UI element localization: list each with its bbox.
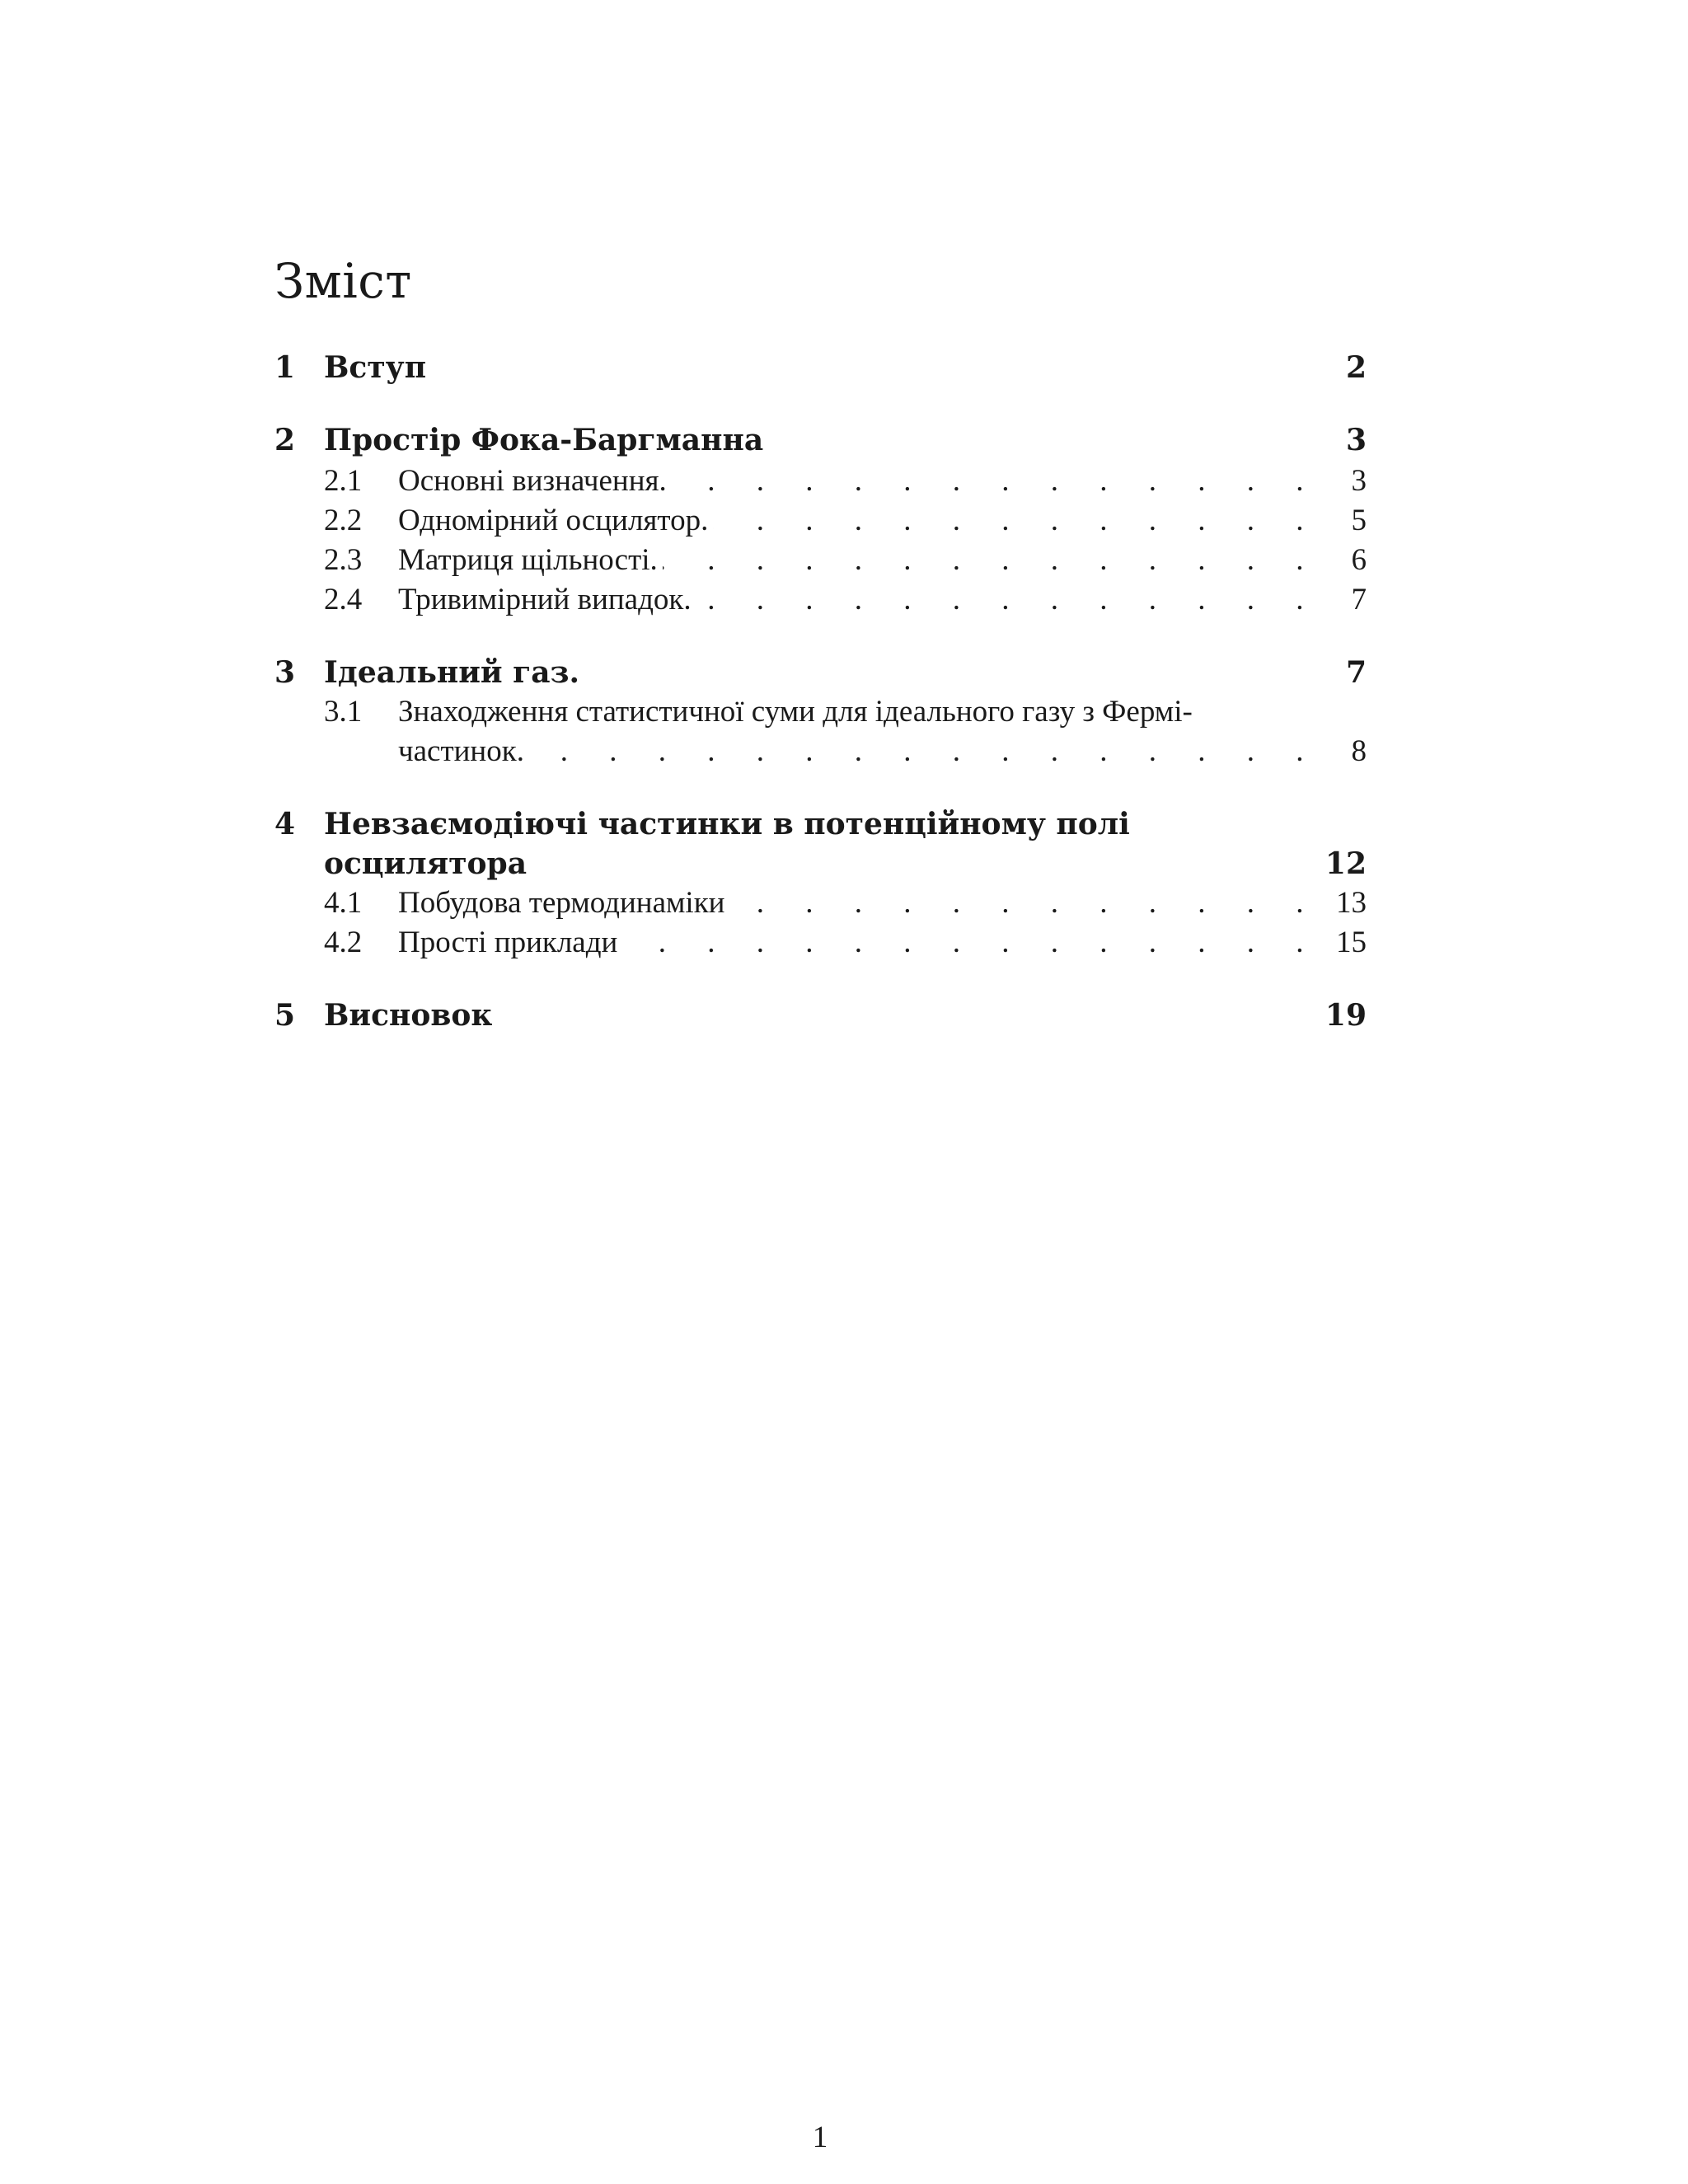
section-page: 3 xyxy=(1345,423,1367,457)
toc-subsection-4-1[interactable] xyxy=(274,883,1367,923)
toc-section-5[interactable] xyxy=(274,996,1367,1035)
toc-section-1[interactable] xyxy=(274,348,1367,387)
toc-subsection-3-1-line2[interactable] xyxy=(274,732,1367,771)
section-title: Ідеальний газ. xyxy=(324,655,580,690)
toc-title: Зміст xyxy=(274,253,412,309)
section-page: 7 xyxy=(1345,655,1367,690)
toc-subsection-2-1[interactable] xyxy=(274,462,1367,501)
dot-leader xyxy=(398,732,1320,771)
subsection-title: Матриця щільності. xyxy=(398,541,663,580)
toc-subsection-2-4[interactable] xyxy=(274,580,1367,620)
subsection-title: Тривимірний випадок. xyxy=(398,580,696,620)
toc-subsection-2-3[interactable] xyxy=(274,541,1367,580)
subsection-title: Побудова термодинаміки xyxy=(398,883,730,923)
section-page: 19 xyxy=(1325,998,1367,1033)
subsection-page: 5 xyxy=(1340,501,1367,541)
subsection-title: Прості приклади xyxy=(398,923,622,963)
subsection-page: 7 xyxy=(1340,580,1367,620)
subsection-title: Одномірний осцилятор. xyxy=(398,501,713,541)
section-title-line1: Невзаємодіючі частинки в потенційному полі xyxy=(324,807,1130,841)
page-number: 1 xyxy=(812,2121,828,2154)
section-page: 12 xyxy=(1325,846,1367,881)
subsection-number: 2.4 xyxy=(324,583,363,616)
subsection-page: 6 xyxy=(1340,541,1367,580)
toc-subsection-3-1-line1[interactable] xyxy=(274,692,1367,732)
subsection-page: 15 xyxy=(1325,923,1367,963)
section-number: 2 xyxy=(274,423,296,457)
subsection-page: 3 xyxy=(1340,462,1367,501)
section-title: Висновок xyxy=(324,998,493,1033)
subsection-number: 2.3 xyxy=(324,543,363,577)
subsection-page: 8 xyxy=(1340,732,1367,771)
subsection-number: 4.2 xyxy=(324,926,363,959)
section-title: Вступ xyxy=(324,350,427,385)
subsection-number: 2.2 xyxy=(324,504,363,537)
section-number: 1 xyxy=(274,350,296,385)
toc-section-4-line1[interactable] xyxy=(274,804,1367,844)
section-number: 3 xyxy=(274,655,296,690)
subsection-number: 2.1 xyxy=(324,464,363,498)
toc-section-2[interactable] xyxy=(274,420,1367,460)
subsection-title-line2: частинок. xyxy=(398,732,529,771)
subsection-title: Основні визначення. xyxy=(398,462,672,501)
toc-subsection-2-2[interactable] xyxy=(274,501,1367,541)
subsection-number: 3.1 xyxy=(324,695,363,729)
subsection-page: 13 xyxy=(1325,883,1367,923)
section-title-line2: осцилятора xyxy=(324,846,528,881)
section-page: 2 xyxy=(1345,350,1367,385)
section-number: 4 xyxy=(274,807,296,841)
toc-subsection-4-2[interactable] xyxy=(274,923,1367,963)
subsection-number: 4.1 xyxy=(324,886,363,920)
section-title: Простір Фока-Баргманна xyxy=(324,423,764,457)
toc-section-3[interactable] xyxy=(274,653,1367,692)
subsection-title-line1: Знаходження статистичної суми для ідеального газу з Фермі- xyxy=(398,692,1198,732)
toc-section-4-line2[interactable] xyxy=(274,844,1367,883)
section-number: 5 xyxy=(274,998,296,1033)
